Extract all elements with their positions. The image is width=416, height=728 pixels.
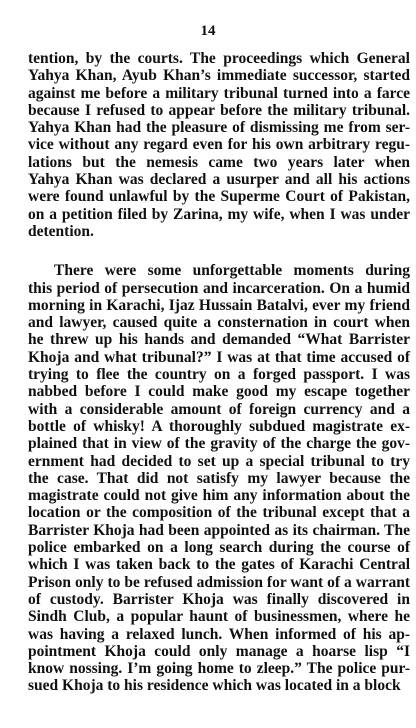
text-line: trying to flee the country on a forged passport. I was [28, 366, 410, 384]
text-line: morning in Karachi, Ijaz Hussain Batalvi, ever my friend [28, 296, 410, 314]
text-line: because I refused to appear before the military tribunal. [28, 101, 410, 119]
page-number: 14 [200, 23, 216, 39]
page-body [28, 50, 410, 695]
text-line: plained that in view of the gravity of the charge the gov- [28, 435, 410, 453]
text-line: of custody. Barrister Khoja was finally discovered in [28, 590, 410, 608]
text-line: Prison only to be refused admission for want of a warrant [28, 573, 410, 591]
text-line: ernment had decided to set up a special tribunal to try [28, 452, 410, 470]
text-line: against me before a military tribunal turned into a farce [28, 84, 410, 102]
text-line: vice without any regard even for his own arbitrary regu- [28, 136, 410, 154]
text-line: magistrate could not give him any information about the [28, 487, 410, 505]
text-line: nabbed before I could make good my escape together [28, 383, 410, 401]
text-line: There were some unforgettable moments during [54, 262, 410, 280]
text-line: bottle of whisky! A thoroughly subdued magistrate ex- [28, 417, 410, 435]
paragraph [28, 50, 410, 240]
text-line: detention. [28, 222, 94, 240]
text-line: lations but the nemesis came two years later when [28, 153, 410, 171]
paragraph [28, 262, 410, 694]
text-line: was having a relaxed lunch. When informed of his ap- [28, 625, 410, 643]
text-line: pointment Khoja could only manage a hoarse lisp “I [28, 642, 410, 660]
text-line: Barrister Khoja had been appointed as its chairman. The [28, 521, 410, 539]
text-line: this period of persecution and incarceration. On a humid [28, 279, 410, 297]
text-line: Sindh Club, a popular haunt of businessmen, where he [28, 608, 410, 626]
text-line: Khoja and what tribunal?” I was at that time accused of [28, 348, 410, 366]
text-line: Yahya Khan was declared a usurper and all his actions [28, 171, 410, 189]
text-line: the case. That did not satisfy my lawyer because the [28, 469, 410, 487]
text-line: were found unlawful by the Superme Court of Pakistan, [28, 188, 410, 206]
text-line: with a considerable amount of foreign currency and a [28, 400, 410, 418]
text-line: location or the composition of the tribunal except that a [28, 504, 410, 522]
text-line: and lawyer, caused quite a consternation in court when [28, 314, 410, 332]
text-line: Yahya Khan, Ayub Khan’s immediate successor, started [28, 67, 410, 85]
text-line: on a petition filed by Zarina, my wife, when I was under [28, 205, 410, 223]
text-line: Yahya Khan had the pleasure of dismissing me from ser- [28, 119, 410, 137]
text-line: which I was taken back to the gates of Karachi Central [28, 556, 410, 574]
text-line: police embarked on a long search during the course of [28, 539, 410, 557]
text-line: sued Khoja to his residence which was located in a block [28, 677, 401, 695]
text-line: tention, by the courts. The proceedings which General [28, 50, 410, 67]
text-line: he threw up his hands and demanded “What Barrister [28, 331, 410, 349]
text-line: know nossing. I’m going home to zleep.” The police pur- [28, 660, 410, 678]
